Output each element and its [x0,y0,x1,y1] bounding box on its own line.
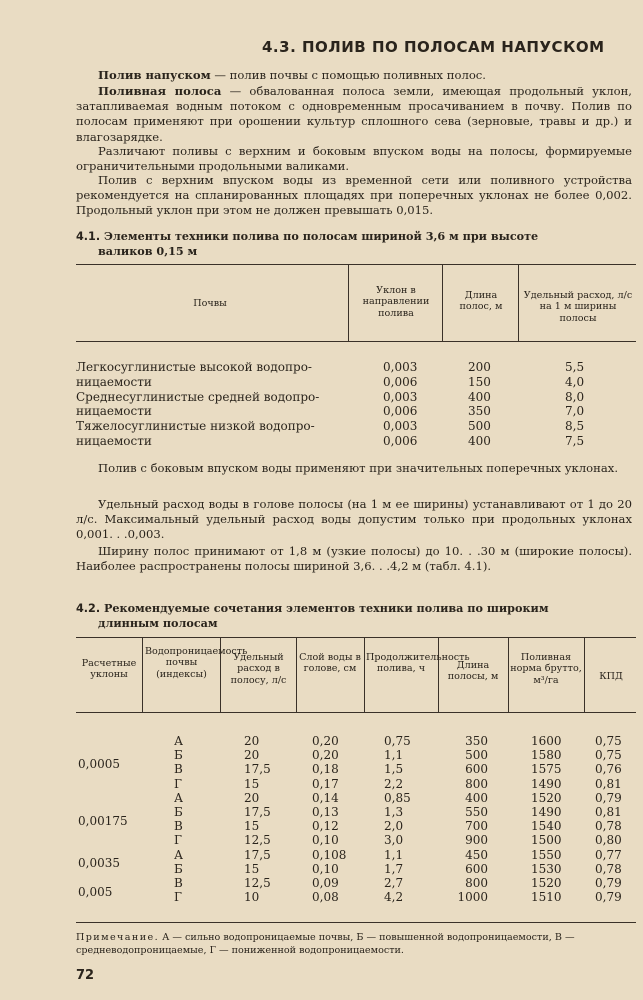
table1-vline [518,265,519,341]
table2-cell-flow: 20 [244,734,260,748]
middle-paragraph-2 [76,497,632,543]
table2-cell-norm: 1510 [531,890,562,905]
table2-cell-flow: 17,5 [244,847,271,862]
table1-caption [76,229,616,258]
table2-cell-length: 600 [465,762,488,777]
table2-cell-flow: 15 [244,819,260,834]
table2-cell-length: 350 [465,734,488,748]
table2-cell-length: 700 [465,819,488,834]
intro-paragraph-4 [76,173,632,219]
table2-cell-perm: Г [174,833,182,848]
table2-cell-kpd: 0,80 [595,833,622,848]
section-heading: 4.3. ПОЛИВ ПО ПОЛОСАМ НАПУСКОМ [262,38,605,56]
table2-vline [142,638,143,712]
table2-cell-length: 600 [465,861,488,876]
table2-cell-slope: 0,0035 [78,856,120,871]
table2-cell-flow: 12,5 [244,833,271,848]
table2-cell-duration: 1,7 [384,861,404,876]
table2-cell-flow: 12,5 [244,876,271,890]
table2-cell-perm: Б [174,748,183,763]
table1-header-length: Длина полос, м [459,290,503,313]
table1-cell-slope: 0,006 [383,434,418,448]
table2-cell-kpd: 0,78 [595,861,622,876]
table1-cell-flow: 7,5 [565,434,585,448]
table2-cell-layer: 0,13 [312,805,339,819]
table1-header-soil: Почвы [193,298,227,309]
table1-cell-slope: 0,003 [383,389,418,404]
table1-vline [348,265,349,341]
table2-cell-norm: 1520 [531,790,562,805]
table2-cell-norm: 1490 [531,805,562,819]
table2-cell-flow: 20 [244,748,260,763]
table2-vline [296,638,297,712]
table2-header-length: Длина полосы, м [447,660,499,683]
table2-cell-duration: 0,85 [384,790,411,805]
table2-caption-line1: Рекомендуемые сочетания элементов техники полива по широким [103,601,549,615]
table2-cell-layer: 0,14 [312,790,339,805]
table2-cell-length: 900 [465,833,488,848]
table2-cell-slope: 0,0005 [78,756,120,771]
table2-cell-duration: 0,75 [384,734,411,748]
table2-cell-layer: 0,108 [312,847,347,862]
table2-cell-layer: 0,08 [312,890,339,905]
table2-cell-duration: 2,7 [384,876,404,890]
table1-cell-length: 400 [468,389,491,404]
table2-vline [508,638,509,712]
table2-header-kpd: КПД [599,671,623,682]
page-number: 72 [76,968,95,983]
table1-cell-slope: 0,006 [383,374,418,389]
table2-cell-perm: Б [174,805,183,819]
table1-cell-slope: 0,003 [383,360,418,374]
table1-cell-soil: ницаемости [76,374,152,389]
table1-cell-soil: Тяжелосуглинистые низкой водопро- [76,419,315,434]
table2-cell-norm: 1575 [531,762,562,777]
table2-cell-layer: 0,12 [312,819,339,834]
table1-cell-length: 400 [468,434,491,448]
table2-cell-perm: В [174,876,183,890]
table2-cell-length: 400 [465,790,488,805]
table2-cell-kpd: 0,79 [595,876,622,890]
table2-top-rule [76,637,636,638]
table2-cell-layer: 0,18 [312,762,339,777]
table1-cell-flow: 8,0 [565,389,585,404]
table1-caption-line2: валиков 0,15 м [98,244,198,258]
footnote-label: Примечание. [76,932,160,943]
table2-cell-slope: 0,00175 [78,813,128,828]
table2-cell-length: 1000 [457,890,488,905]
table2-header-norm: Поливная норма брутто, м³/га [510,652,582,686]
table2-vline [438,638,439,712]
table2-cell-duration: 4,2 [384,890,404,905]
table2-header-layer: Слой воды в голове, см [299,652,361,675]
table2-cell-norm: 1490 [531,776,562,791]
table1-cell-flow: 4,0 [565,374,585,389]
middle-paragraph-3-text: Ширину полос принимают от 1,8 м (узкие полосы) до 10. . .30 м (широкие полосы). Наиболее распространены полосы шириной 3,6. . .4,2 м (табл. 4.1). [76,544,632,574]
table2-cell-norm: 1550 [531,847,562,862]
table2-cell-duration: 1,3 [384,805,404,819]
table2-cell-layer: 0,20 [312,748,339,763]
table2-cell-perm: А [174,847,184,862]
table2-cell-kpd: 0,76 [595,762,622,777]
table1-cell-soil: ницаемости [76,434,152,448]
table2-cell-layer: 0,10 [312,861,339,876]
table2-cell-perm: Г [174,776,182,791]
table2-cell-layer: 0,09 [312,876,339,890]
table2-cell-duration: 1,5 [384,762,404,777]
table2-header-perm: Водопроницаемость почвы (индексы) [145,646,248,680]
table2-cell-flow: 17,5 [244,762,271,777]
table2-cell-length: 800 [465,876,488,890]
table2-header-slope: Расчетные уклоны [81,658,137,681]
table2-cell-kpd: 0,78 [595,819,622,834]
table1-vline [442,265,443,341]
intro-paragraph-3-text: Различают поливы с верхним и боковым впуском воды на полосы, формируемые ограничительными продольными валиками. [76,144,632,174]
table2-cell-perm: А [174,734,184,748]
table1-header-slope: Уклон в направлении полива [362,285,430,319]
table2-bottom-rule [76,922,636,923]
table1-cell-soil: ницаемости [76,404,152,419]
intro-paragraph-4-text: Полив с верхним впуском воды из временной сети или поливного устройства рекомендуется на спланированных площадях при поперечных уклонах не более 0,002. Продольный уклон при этом не должен превышать 0,015. [76,173,632,218]
table2-cell-duration: 2,2 [384,776,404,791]
middle-paragraph-1-text: Полив с боковым впуском воды применяют при значительных поперечных уклонах. [98,461,619,475]
table2-cell-perm: Г [174,890,182,905]
middle-paragraph-3 [76,544,632,574]
table2-cell-length: 450 [465,847,488,862]
table2-cell-layer: 0,17 [312,776,339,791]
intro-paragraph-1-text: — полив почвы с помощью поливных полос. [210,68,486,82]
intro-paragraph-2 [76,84,632,145]
table2-cell-perm: В [174,819,183,834]
table2-cell-duration: 1,1 [384,847,404,862]
table2-cell-flow: 10 [244,890,260,905]
table2-cell-length: 550 [465,805,488,819]
table2-cell-layer: 0,10 [312,833,339,848]
table2-cell-kpd: 0,81 [595,776,622,791]
table2-cell-length: 800 [465,776,488,791]
table2-cell-slope: 0,005 [78,884,113,899]
table2-cell-kpd: 0,79 [595,890,622,905]
table2-vline [584,638,585,712]
table2-header-flow: Удельный расход в полосу, л/с [230,652,287,686]
table2-cell-flow: 15 [244,776,260,791]
table2-vline [364,638,365,712]
table2-cell-norm: 1500 [531,833,562,848]
table1-top-rule [76,264,636,265]
table2-caption-line2: длинным полосам [98,616,218,630]
table2-cell-kpd: 0,75 [595,748,622,763]
table1-cell-flow: 5,5 [565,360,585,374]
table1-cell-flow: 8,5 [565,419,585,434]
table2-cell-norm: 1520 [531,876,562,890]
table2-cell-duration: 3,0 [384,833,404,848]
table1-cell-length: 500 [468,419,491,434]
table1-cell-soil: Среднесуглинистые средней водопро- [76,389,320,404]
table2-cell-perm: А [174,790,184,805]
table1-header-rule [76,341,636,342]
table1-cell-soil: Легкосуглинистые высокой водопро- [76,360,312,374]
table2-cell-flow: 20 [244,790,260,805]
table2-cell-duration: 1,1 [384,748,404,763]
table2-cell-norm: 1540 [531,819,562,834]
table2-footnote [76,932,636,957]
table2-cell-norm: 1580 [531,748,562,763]
table1-cell-flow: 7,0 [565,404,585,419]
table1-cell-length: 200 [468,360,491,374]
table2-cell-kpd: 0,77 [595,847,622,862]
table2-cell-flow: 15 [244,861,260,876]
table2-cell-layer: 0,20 [312,734,339,748]
intro-paragraph-1 [76,68,632,83]
table1-number: 4.1. [76,230,101,243]
table1-caption-line1: Элементы техники полива по полосам шириной 3,6 м при высоте [103,229,539,243]
middle-paragraph-2-text: Удельный расход воды в голове полосы (на 1 м ее ширины) устанавливают от 1 до 20 л/с. Максимальный удельный расход воды допустим только при продольных уклонах 0,001. . .0,003. [76,497,632,542]
table1-cell-length: 350 [468,404,491,419]
table2-number: 4.2. [76,602,101,615]
table2-cell-perm: В [174,762,183,777]
middle-paragraph-1 [76,461,632,476]
table2-cell-flow: 17,5 [244,805,271,819]
table2-cell-norm: 1530 [531,861,562,876]
table2-cell-kpd: 0,79 [595,790,622,805]
table1-cell-slope: 0,003 [383,419,418,434]
table2-cell-length: 500 [465,748,488,763]
table2-cell-norm: 1600 [531,734,562,748]
table2-cell-duration: 2,0 [384,819,404,834]
intro-paragraph-3 [76,144,632,174]
footnote-text: А — сильно водопроницаемые почвы, Б — повышенной водопроницаемости, В — средневодопроницаемые, Г — пониженной водопроницаемости. [76,932,575,956]
table2-caption [76,601,616,630]
table2-header-duration: Продолжительность полива, ч [366,652,470,675]
table2-header-rule [76,712,636,713]
table1-header-flow: Удельный расход, л/с на 1 м ширины полосы [523,290,633,324]
table1-cell-slope: 0,006 [383,404,418,419]
table2-cell-kpd: 0,75 [595,734,622,748]
table2-cell-kpd: 0,81 [595,805,622,819]
intro-paragraph-2-text: — обвалованная полоса земли, имеющая продольный уклон, затапливаемая водным потоком с одновременным просачиванием в почву. Полив по полосам применяют при орошении культур сплошного сева (зерновые, травы и др.) и влагозарядке. [76,84,632,144]
table1-cell-length: 150 [468,374,491,389]
term-flood-irrigation: Полив напуском [98,68,211,82]
table2-cell-perm: Б [174,861,183,876]
term-irrigation-strip: Поливная полоса [98,84,222,98]
